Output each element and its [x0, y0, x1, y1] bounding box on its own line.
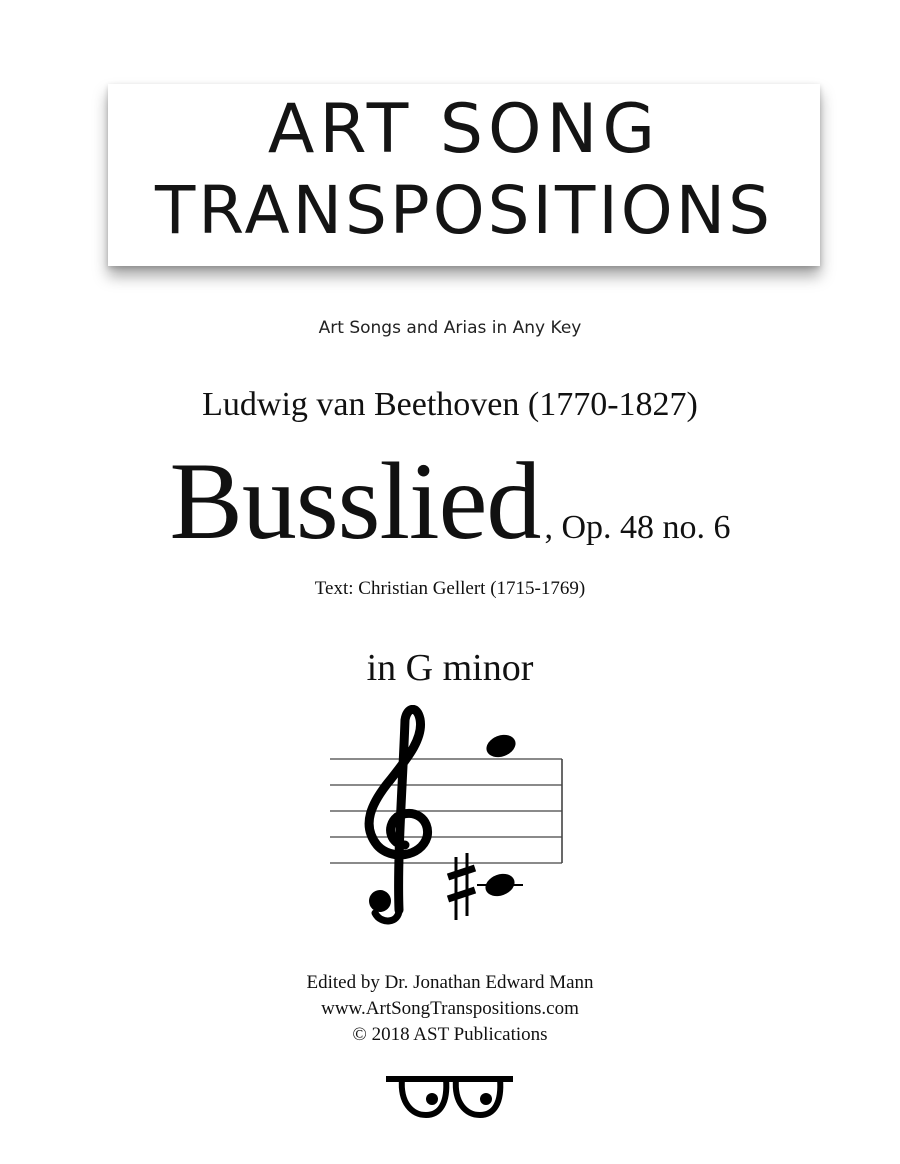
text-credit: Text: Christian Gellert (1715-1769) [314, 578, 586, 599]
ast-logo-icon [386, 1073, 516, 1119]
website-link[interactable]: www.ArtSongTranspositions.com [321, 998, 579, 1019]
copyright-notice: © 2018 AST Publications [352, 1024, 548, 1045]
credits [0, 970, 900, 1048]
opus-number: , Op. 48 no. 6 [544, 509, 731, 546]
key-label: in G minor [366, 647, 534, 689]
banner-title-line-2: TRANSPOSITIONS [154, 172, 774, 249]
editor-credit: Edited by Dr. Jonathan Edward Mann [306, 972, 594, 993]
low-note-icon [482, 870, 517, 900]
banner-title-line-1: ART SONG [267, 90, 661, 169]
song-title: Busslied [169, 440, 541, 562]
high-note-icon [483, 731, 518, 761]
title-row [0, 438, 900, 565]
site-banner [108, 84, 820, 266]
treble-clef-icon [369, 709, 428, 921]
tagline: Art Songs and Arias in Any Key [318, 318, 582, 338]
composer: Ludwig van Beethoven (1770-1827) [202, 386, 698, 423]
staff-lines [330, 759, 562, 863]
vocal-range-staff [325, 705, 575, 930]
